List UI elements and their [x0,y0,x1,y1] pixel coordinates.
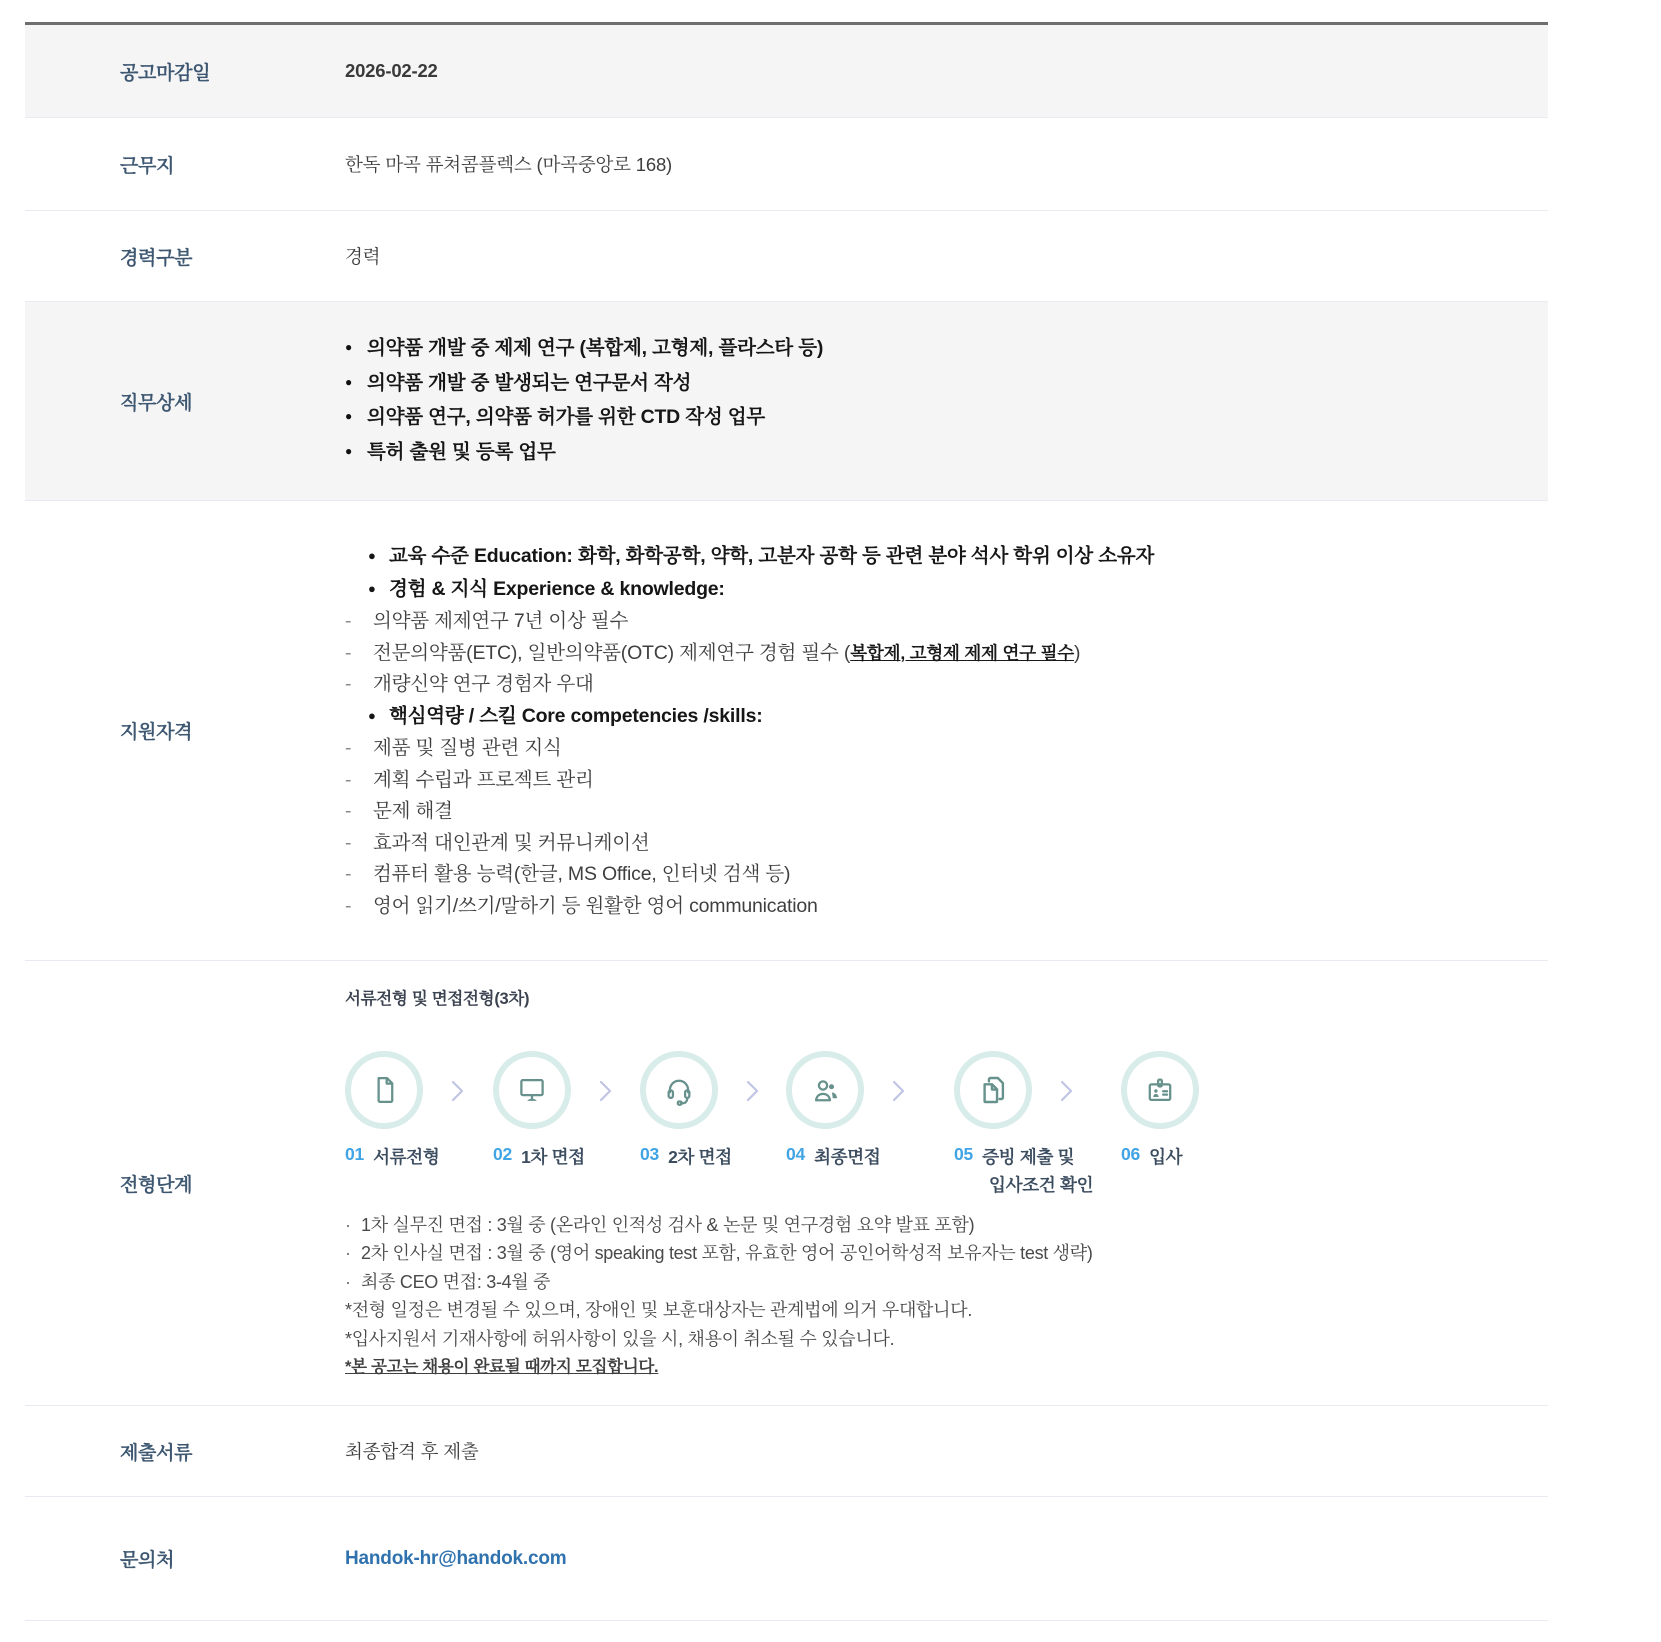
chevron-right-icon [1056,1078,1076,1109]
row-label: 공고마감일 [120,62,211,84]
headset-icon [662,1073,696,1107]
qualification-item: - 전문의약품(ETC), 일반의약품(OTC) 제제연구 경험 필수 (복합제, 고형제 제제 연구 필수) [345,638,1508,670]
note-item: *입사지원서 기재사항에 허위사항이 있을 시, 채용이 취소될 수 있습니다. [345,1328,895,1349]
copy-icon [975,1072,1011,1108]
bullet-icon: ● [368,707,376,723]
note-item: · 1차 실무진 면접 : 3월 중 (온라인 인적성 검사 & 논문 및 연구경험 요약 발표 포함) [345,1211,1508,1240]
bullet-icon: ● [345,409,353,423]
row-label: 근무지 [120,155,175,177]
qualification-item: - 제품 및 질병 관련 지식 [345,733,1508,765]
monitor-icon [515,1073,549,1107]
bullet-icon: ● [368,580,376,596]
step-circle [640,1051,718,1129]
job-posting-detail-table [25,22,1548,1621]
process-step-3: 03 2차 면접 [640,1051,786,1169]
idcard-icon [1143,1073,1177,1107]
document-icon [367,1073,401,1107]
contact-email-link[interactable]: Handok-hr@handok.com [345,1547,567,1569]
process-step-4: 04 최종면접 [786,1051,954,1169]
dash-icon: - [345,610,352,632]
middot-icon: · [345,1243,351,1263]
row-label: 지원자격 [120,722,193,743]
chevron-right-icon [742,1078,762,1109]
table-row-documents [25,1406,1548,1497]
table-row-qualifications [25,501,1548,961]
process-step-6: 06 입사 [1121,1051,1199,1169]
chevron-right-icon [888,1078,908,1109]
step-circle [345,1051,423,1129]
table-row-deadline [25,25,1548,118]
emphasized-requirement: 복합제, 고형제 제제 연구 필수 [850,642,1074,663]
step-circle [1121,1051,1199,1129]
qualification-item: - 컴퓨터 활용 능력(한글, MS Office, 인터넷 검색 등) [345,859,1508,891]
chevron-right-icon [447,1078,467,1109]
qualification-item: - 효과적 대인관계 및 커뮤니케이션 [345,828,1508,860]
deadline-value: 2026-02-22 [345,60,438,81]
dash-icon: - [345,737,352,759]
row-label: 문의처 [120,1550,175,1571]
row-label: 전형단계 [120,1174,193,1196]
note-item: · 2차 인사실 면접 : 3월 중 (영어 speaking test 포함, 유효한 영어 공인어학성적 보유자는 test 생략) [345,1239,1508,1268]
step-label-line2: 입사조건 확인 [989,1174,1094,1195]
qualification-item: - 문제 해결 [345,796,1508,828]
dash-icon: - [345,894,352,917]
qualification-item: ● 교육 수준 Education: 화학, 화학공학, 약학, 고분자 공학 등 관련 분야 석사 학위 이상 소유자 [345,541,1508,574]
chevron-right-icon [595,1078,615,1109]
row-label: 제출서류 [120,1442,193,1464]
dash-icon: - [345,800,352,822]
selection-process [345,985,1508,1382]
job-detail-item: ● 의약품 개발 중 발생되는 연구문서 작성 [345,367,1508,402]
people-icon [808,1073,842,1107]
bullet-icon: ● [368,548,376,563]
process-step-1: 01 서류전형 [345,1051,493,1169]
process-subtitle: 서류전형 및 면접전형(3차) [345,989,530,1008]
dash-icon: - [345,673,352,695]
job-detail-item: ● 의약품 연구, 의약품 허가를 위한 CTD 작성 업무 [345,401,1508,436]
step-circle [786,1051,864,1129]
bullet-icon: ● [345,443,353,458]
middot-icon: · [345,1271,351,1292]
dash-icon: - [345,831,352,854]
qualification-item: - 계획 수립과 프로젝트 관리 [345,765,1508,797]
table-row-career-type [25,211,1548,302]
location-value: 한독 마곡 퓨쳐콤플렉스 (마곡중앙로 168) [345,154,673,175]
qualification-item: - 의약품 제제연구 7년 이상 필수 [345,606,1508,638]
note-item: *전형 일정은 변경될 수 있으며, 장애인 및 보훈대상자는 관계법에 의거 우대합니다. [345,1300,973,1320]
documents-value: 최종합격 후 제출 [345,1441,479,1462]
table-row-job-detail [25,302,1548,501]
qualification-item: - 영어 읽기/쓰기/말하기 등 원활한 영어 communication [345,891,1508,923]
table-row-location [25,118,1548,211]
table-row-contact [25,1497,1548,1621]
career-type-value: 경력 [345,246,381,267]
job-detail-item: ● 의약품 개발 중 제제 연구 (복합제, 고형제, 플라스타 등) [345,332,1508,367]
process-step-2: 02 1차 면접 [493,1051,640,1169]
bullet-icon: ● [345,340,353,354]
step-circle [954,1051,1032,1129]
qualification-item: ● 경험 & 지식 Experience & knowledge: [345,574,1508,607]
note-item: *본 공고는 채용이 완료될 때까지 모집합니다. [345,1358,659,1376]
row-label: 직무상세 [120,392,193,414]
dash-icon: - [345,768,352,791]
step-circle [493,1051,571,1129]
qualification-list [345,539,1508,922]
job-detail-item: ● 특허 출원 및 등록 업무 [345,436,1508,471]
note-item: · 최종 CEO 면접: 3-4월 중 [345,1268,1508,1297]
bullet-icon: ● [345,374,353,389]
process-diagram [345,1051,1508,1197]
dash-icon: - [345,641,352,664]
qualification-item: - 개량신약 연구 경험자 우대 [345,669,1508,701]
table-row-selection-process [25,961,1548,1406]
process-notes [345,1211,1508,1382]
middot-icon: · [345,1214,351,1235]
qualification-item: ● 핵심역량 / 스킬 Core competencies /skills: [345,701,1508,734]
process-step-5: 05 증빙 제출 및 입사조건 확인 [954,1051,1121,1197]
dash-icon: - [345,863,352,885]
row-label: 경력구분 [120,247,193,269]
